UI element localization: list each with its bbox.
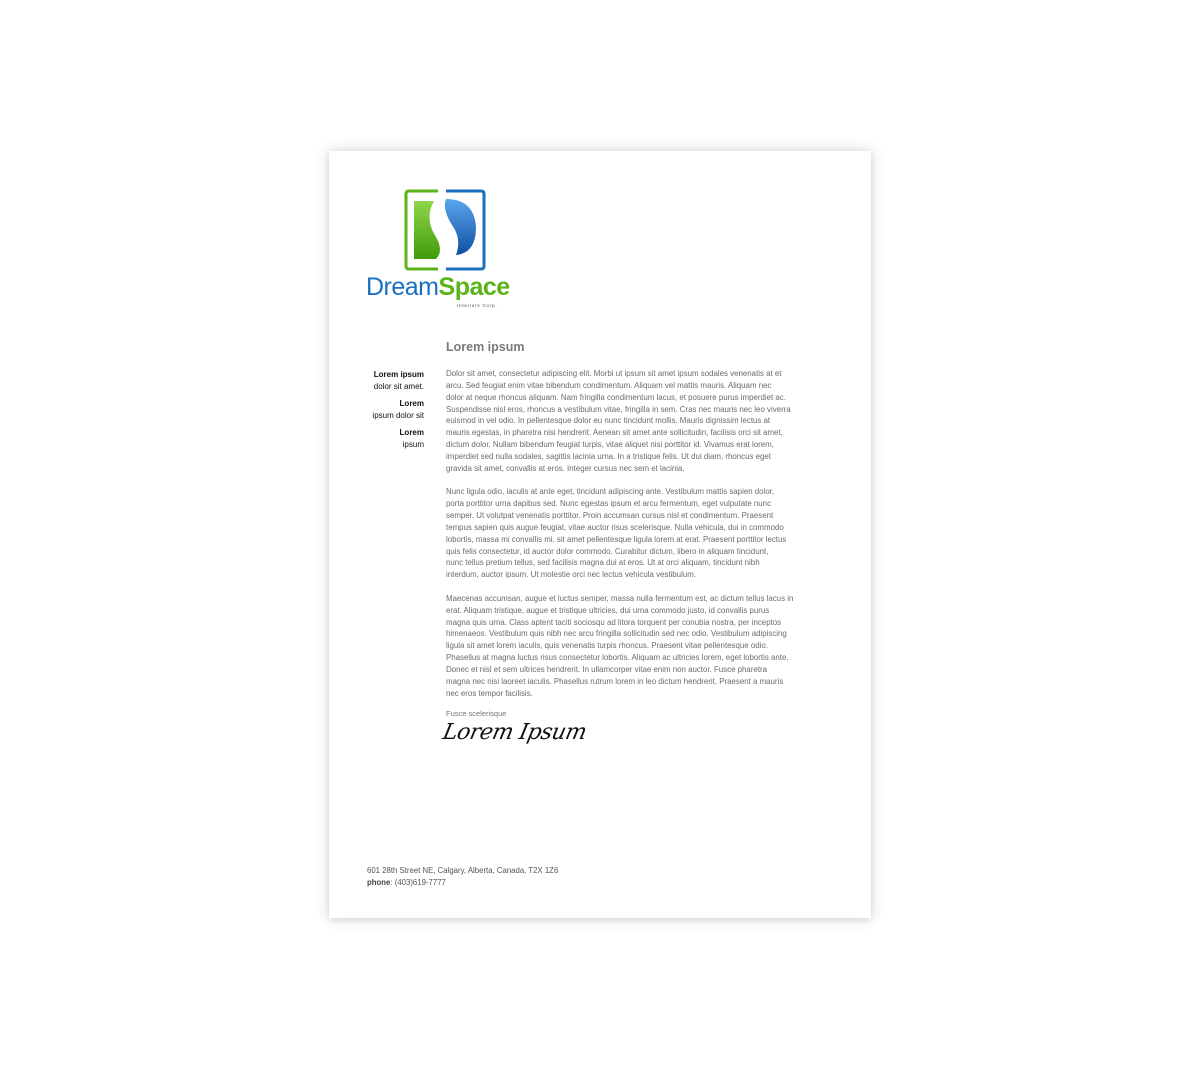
logo-word-space: Space <box>438 273 510 301</box>
body-line: dictum dolor. Nullam bibendum feugiat turpis, vitae aliquet nisi porttitor id. Vivamus erat lorem, <box>446 440 774 450</box>
letter-heading: Lorem ipsum <box>446 340 525 354</box>
body-line: imperdiet sed nulla sodales, sagittis lacinia urna. In a tristique felis. Ut dui diam, rhoncus eget <box>446 451 771 461</box>
footer-address: 601 28th Street NE, Calgary, Alberta, Canada, T2X 1Z6 <box>367 866 559 875</box>
sidebar-note-title: Lorem <box>399 428 424 437</box>
logo-mark-icon <box>404 189 486 271</box>
footer-contact <box>367 865 558 888</box>
logo-tagline: Interiors Corp. <box>457 303 498 308</box>
phone-label: phone <box>367 877 391 887</box>
body-line: Maecenas accumsan, augue et luctus semper, massa nulla fermentum est, ac dictum tellus lacus in <box>446 593 794 603</box>
body-line: nec eros tempor facilisis. <box>446 688 533 698</box>
body-line: porta porttitor urna dapibus sed. Nunc egestas ipsum et arcu fermentum, eget vulputate nunc <box>446 499 772 509</box>
sidebar-note-text: ipsum <box>402 439 424 449</box>
body-line: interdum, auctor ipsum. Ut molestie orci nec lectus vehicula vestibulum. <box>446 570 696 580</box>
body-line: Phasellus at magna luctus risus consectetur lobortis. Aliquam ac ultricies lorem, eget lobortis ante. <box>446 653 789 663</box>
logo-word-dream: Dream <box>366 273 439 301</box>
body-line: lobortis, massa mi convallis mi, sit amet pellentesque ligula lorem at erat. Praesent porttitor lectus <box>446 534 787 544</box>
letterhead-page <box>329 151 871 918</box>
body-line: Dolor sit amet, consectetur adipiscing elit. Morbi ut ipsum sit amet ipsum sodales venenatis at et <box>446 369 782 378</box>
letter-body <box>446 368 826 711</box>
body-line: Suspendisse nisl eros, rhoncus a vestibulum vitae, fringilla in sem. Cras nec mauris nec leo viverra <box>446 404 791 414</box>
body-line: erat. Aliquam tristique, augue et tristique ultricies, dui urna commodo justo, id convallis purus <box>446 605 770 615</box>
body-line: semper. Ut volutpat venenatis porttitor. Proin accumsan cursus nisl et condimentum. Praesent <box>446 511 774 521</box>
body-line: Nunc ligula odio, iaculis at ante eget, tincidunt adipiscing ante. Vestibulum mattis sapien dolor, <box>446 487 775 497</box>
body-paragraph <box>446 593 826 700</box>
sidebar-note-title: Lorem ipsum <box>373 370 424 379</box>
sidebar-note-text: dolor sit amet. <box>373 381 424 391</box>
body-line: euismod in vel odio. In pellentesque dolor eu nunc tincidunt mollis. Mauris dignissim lectus at <box>446 416 771 426</box>
body-paragraph <box>446 368 826 475</box>
body-line: quis felis consectetur, id auctor dolor commodo. Curabitur dictum, libero in aliquam tincidunt, <box>446 546 769 556</box>
sidebar-note <box>349 398 424 421</box>
body-line: tempus sapien quis augue feugiat, vitae auctor risus scelerisque. Nulla vehicula, dui in commodo <box>446 522 784 532</box>
body-line: arcu. Sed feugiat enim vitae bibendum condimentum. Aliquam vel mattis mauris. Aliquam nec <box>446 380 772 390</box>
body-line: ligula sit amet lorem iaculis, quis venenatis turpis rhoncus. Praesent vitae pellentesque odio. <box>446 641 768 651</box>
body-line: mauris egestas, in pharetra nisi hendrerit. Aenean sit amet ante sollicitudin, facilisis orci sit amet, <box>446 428 783 438</box>
body-line: dolor at neque rhoncus aliquam. Nam fringilla condimentum lacus, et posuere purus imperdiet ac. <box>446 392 786 402</box>
body-line: nunc tellus pretium tellus, sed facilisis magna dui at eros. Ut at orci aliquam, tincidunt nibh <box>446 558 760 568</box>
sidebar-notes <box>349 369 424 456</box>
body-paragraph <box>446 486 826 581</box>
signature: Lorem Ipsum <box>440 720 589 745</box>
body-line: magna quis urna. Class aptent taciti sociosqu ad litora torquent per conubia nostra, per inceptos <box>446 617 782 627</box>
signature-label: Fusce scelerisque <box>446 709 507 718</box>
body-line: magna nec nisi laoreet iaculis. Phasellus rutrum lorem in leo dictum hendrerit. Praesent a mauris <box>446 676 784 686</box>
body-line: himenaeos. Vestibulum quis nibh nec arcu fringilla sollicitudin sed nec odio. Vestibulum adipiscing <box>446 629 787 639</box>
sidebar-note-text: ipsum dolor sit <box>372 410 424 420</box>
body-line: Donec et nisl et sem ultrices hendrerit. In ullamcorper vitae enim non auctor. Fusce pharetra <box>446 665 768 674</box>
phone-number: : (403)619-7777 <box>390 877 446 887</box>
sidebar-note <box>349 427 424 450</box>
footer-phone <box>367 877 558 889</box>
logo-wordmark <box>366 273 510 301</box>
sidebar-note <box>349 369 424 392</box>
body-line: gravida sit amet, convallis at eros. Integer cursus nec sem et lacinia. <box>446 463 685 473</box>
sidebar-note-title: Lorem <box>399 399 424 408</box>
